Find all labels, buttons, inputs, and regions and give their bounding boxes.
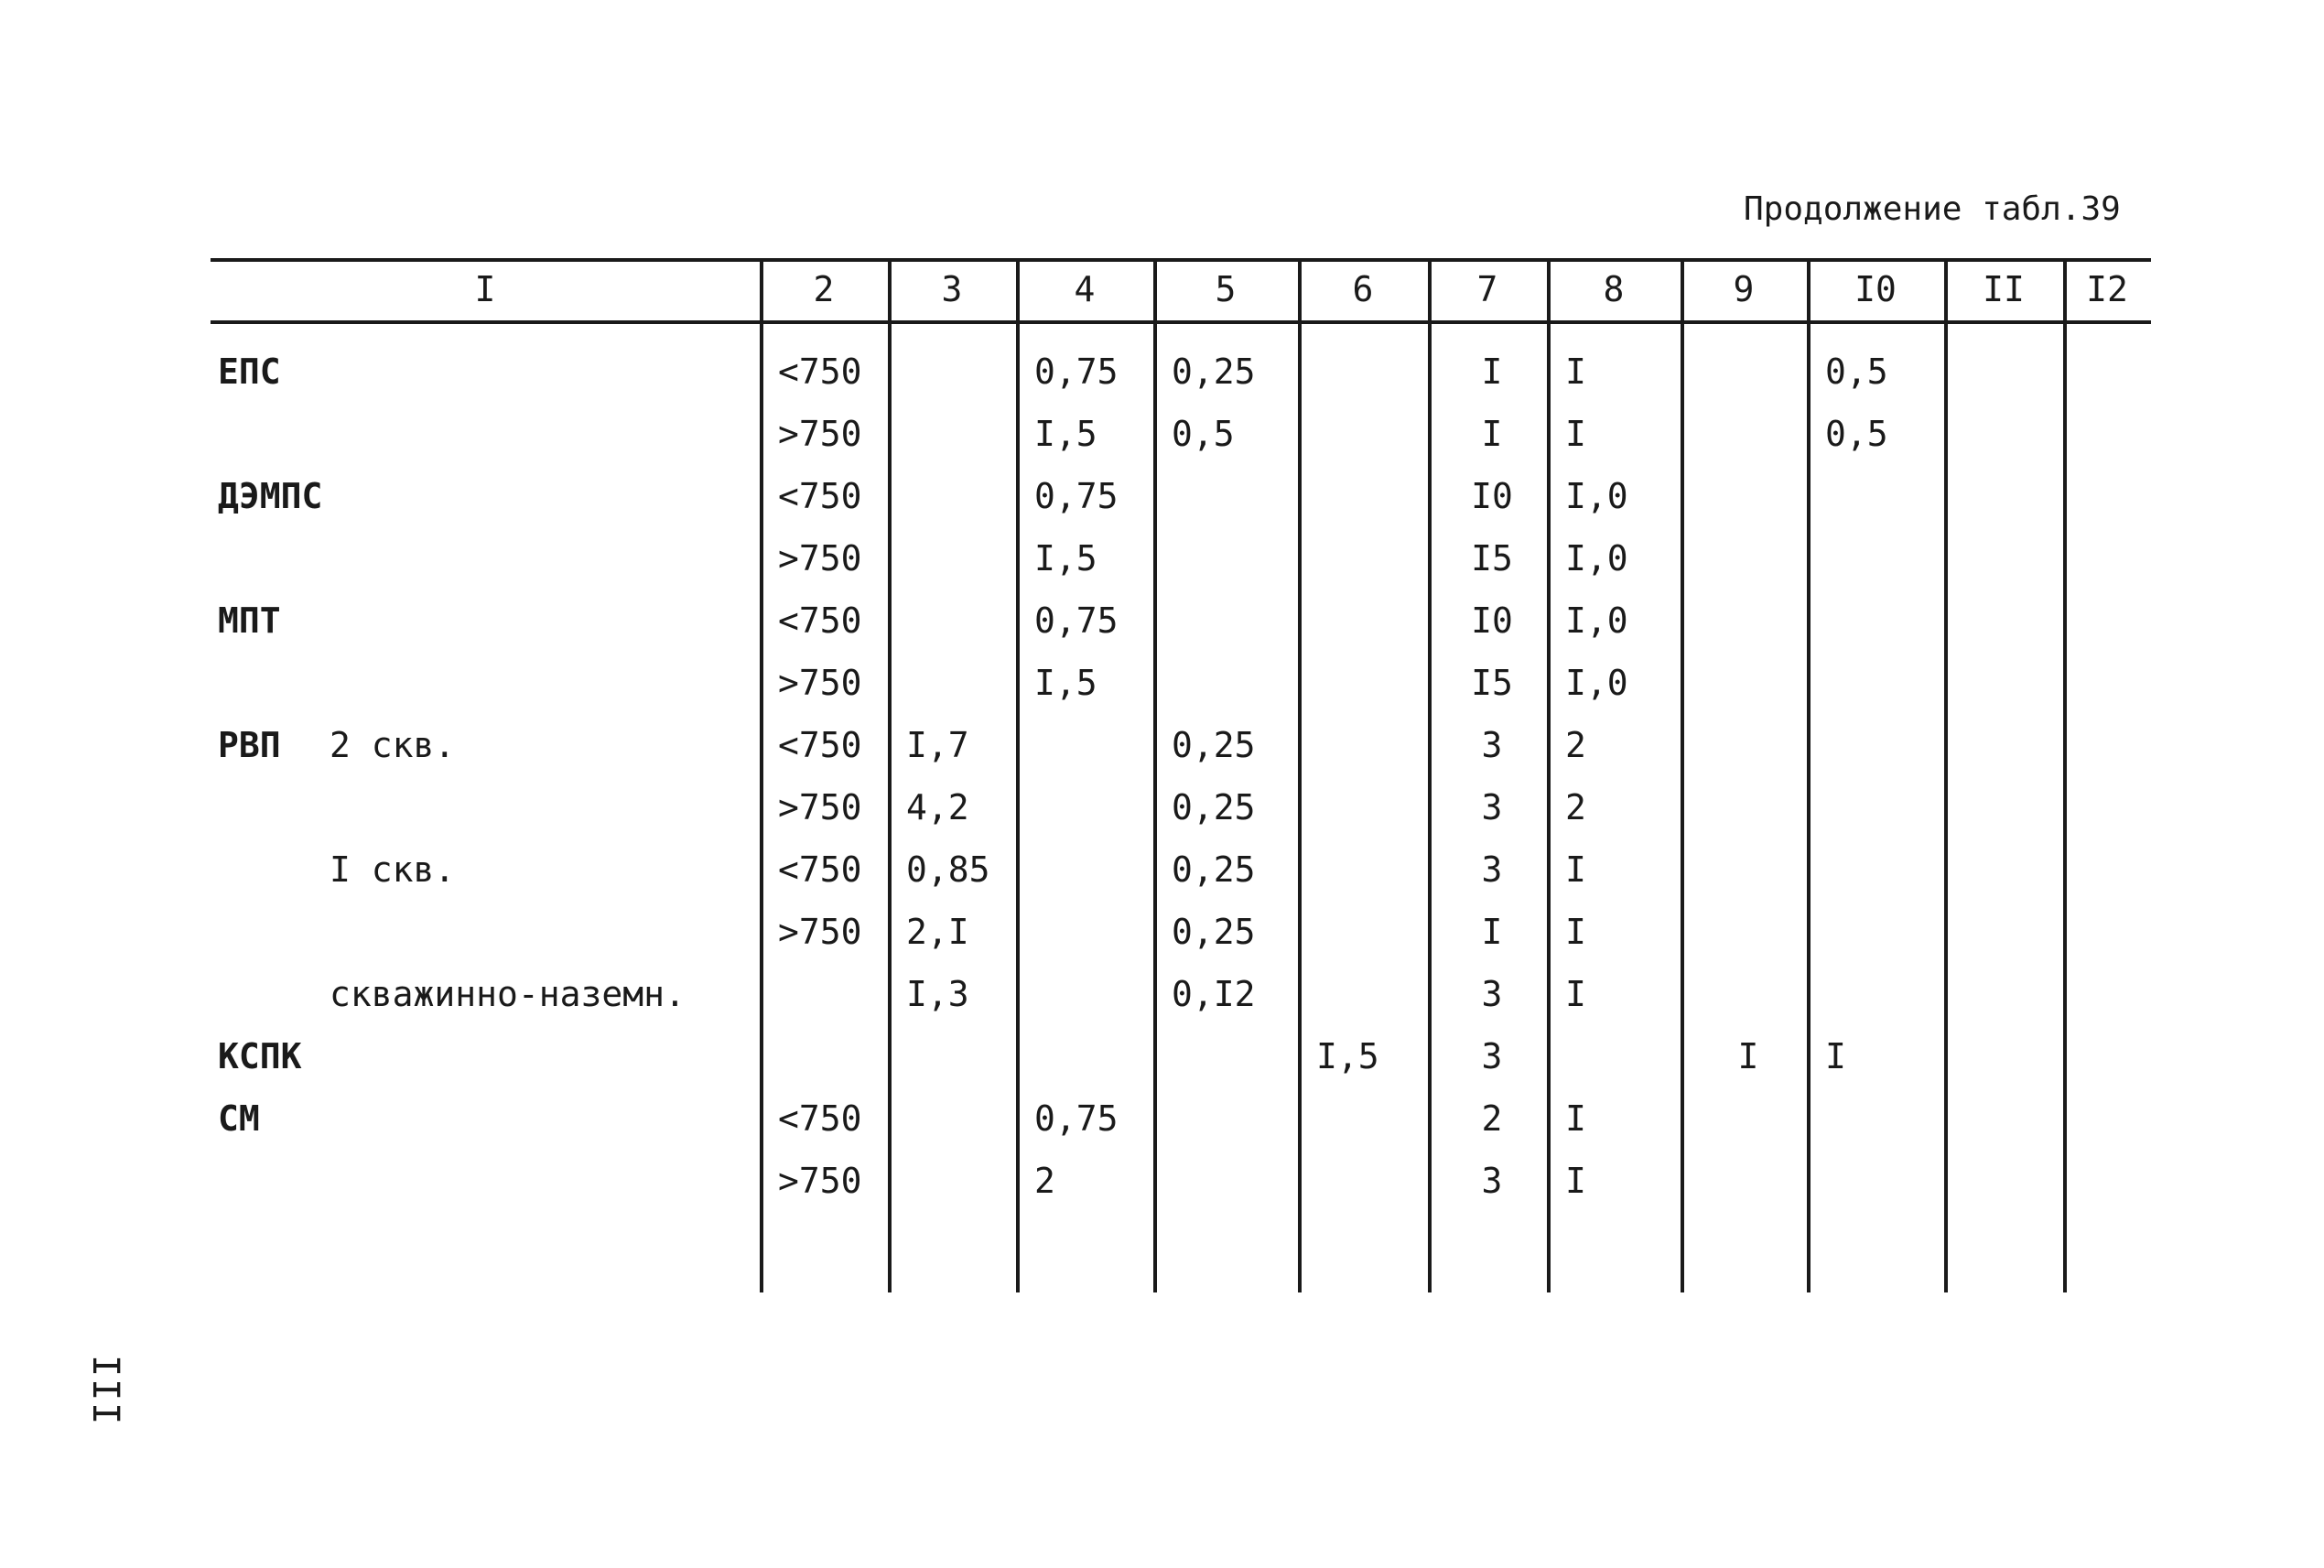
header-cell: I xyxy=(474,269,496,309)
table-cell: 0,85 xyxy=(906,849,990,890)
table-cell: I,7 xyxy=(906,725,969,765)
table-cell: I,0 xyxy=(1565,476,1628,516)
table-cell: 0,5 xyxy=(1825,414,1888,454)
table-cell: I,5 xyxy=(1034,414,1097,454)
data-table xyxy=(211,258,2151,1292)
header-cell: 5 xyxy=(1215,269,1237,309)
table-cell: <750 xyxy=(778,725,862,765)
table-cell: 2 xyxy=(1481,1098,1503,1139)
table-cell: 0,5 xyxy=(1825,351,1888,392)
column-divider xyxy=(1016,258,1020,1292)
header-cell: 6 xyxy=(1352,269,1374,309)
table-cell: 3 xyxy=(1481,1161,1503,1201)
table-cell: I xyxy=(1481,351,1503,392)
table-cell: 2 xyxy=(1034,1161,1055,1201)
table-cell: I xyxy=(1565,414,1586,454)
header-cell: 8 xyxy=(1603,269,1625,309)
header-cell: II xyxy=(1983,269,2025,309)
table-cell: I xyxy=(1565,1161,1586,1201)
column-divider xyxy=(1547,258,1551,1292)
table-cell: I5 xyxy=(1471,538,1513,579)
header-cell: 4 xyxy=(1074,269,1096,309)
table-caption: Продолжение табл.39 xyxy=(1744,190,2121,228)
table-cell: >750 xyxy=(778,912,862,952)
table-cell: 3 xyxy=(1481,974,1503,1014)
page-number: III xyxy=(84,1355,126,1427)
header-bottom-rule xyxy=(211,320,2151,324)
table-top-rule xyxy=(211,258,2151,262)
table-cell: 0,25 xyxy=(1172,787,1256,827)
header-cell: 9 xyxy=(1733,269,1755,309)
table-cell: 4,2 xyxy=(906,787,969,827)
row-label: ЕПС xyxy=(218,351,281,392)
table-cell: I,0 xyxy=(1565,600,1628,641)
table-cell: I xyxy=(1565,849,1586,890)
row-label: ДЭМПС xyxy=(218,476,323,516)
table-cell: I5 xyxy=(1471,663,1513,703)
table-cell: >750 xyxy=(778,787,862,827)
table-cell: I xyxy=(1565,1098,1586,1139)
table-cell: 0,5 xyxy=(1172,414,1235,454)
table-cell: >750 xyxy=(778,663,862,703)
table-cell: 0,75 xyxy=(1034,476,1119,516)
table-cell: <750 xyxy=(778,1098,862,1139)
table-cell: I xyxy=(1565,351,1586,392)
table-cell: I,5 xyxy=(1034,538,1097,579)
header-cell: 7 xyxy=(1476,269,1498,309)
table-cell: 0,75 xyxy=(1034,1098,1119,1139)
row-label: СМ xyxy=(218,1098,260,1139)
row-sublabel: скважинно-наземн. xyxy=(330,974,686,1014)
header-cell: I2 xyxy=(2086,269,2128,309)
header-cell: 3 xyxy=(941,269,963,309)
table-cell: <750 xyxy=(778,849,862,890)
row-sublabel: 2 скв. xyxy=(330,725,456,765)
table-cell: <750 xyxy=(778,476,862,516)
table-cell: >750 xyxy=(778,414,862,454)
row-sublabel: I скв. xyxy=(330,849,456,890)
table-cell: I,3 xyxy=(906,974,969,1014)
column-divider xyxy=(1681,258,1684,1292)
table-cell: 3 xyxy=(1481,1036,1503,1076)
table-cell: <750 xyxy=(778,351,862,392)
table-cell: I,0 xyxy=(1565,538,1628,579)
table-cell: I xyxy=(1565,912,1586,952)
table-cell: 2 xyxy=(1565,725,1586,765)
table-cell: I xyxy=(1737,1036,1759,1076)
column-divider xyxy=(1428,258,1432,1292)
table-cell: <750 xyxy=(778,600,862,641)
table-cell: 2 xyxy=(1565,787,1586,827)
column-divider xyxy=(760,258,763,1292)
table-cell: I xyxy=(1481,912,1503,952)
header-cell: 2 xyxy=(813,269,835,309)
table-cell: 3 xyxy=(1481,787,1503,827)
row-label: РВП xyxy=(218,725,281,765)
table-cell: 0,25 xyxy=(1172,351,1256,392)
table-cell: I,5 xyxy=(1316,1036,1379,1076)
table-cell: 2,I xyxy=(906,912,969,952)
row-label: МПТ xyxy=(218,600,281,641)
column-divider xyxy=(1944,258,1948,1292)
table-cell: 3 xyxy=(1481,725,1503,765)
table-cell: I0 xyxy=(1471,600,1513,641)
column-divider xyxy=(1153,258,1157,1292)
table-cell: I xyxy=(1825,1036,1846,1076)
column-divider xyxy=(1807,258,1811,1292)
row-label: КСПК xyxy=(218,1036,302,1076)
column-divider xyxy=(888,258,892,1292)
table-cell: I0 xyxy=(1471,476,1513,516)
table-cell: 3 xyxy=(1481,849,1503,890)
table-cell: >750 xyxy=(778,1161,862,1201)
header-cell: I0 xyxy=(1854,269,1897,309)
table-cell: >750 xyxy=(778,538,862,579)
table-cell: 0,25 xyxy=(1172,725,1256,765)
column-divider xyxy=(1298,258,1302,1292)
table-cell: I xyxy=(1481,414,1503,454)
table-cell: I xyxy=(1565,974,1586,1014)
table-cell: I,5 xyxy=(1034,663,1097,703)
table-cell: 0,75 xyxy=(1034,351,1119,392)
table-cell: 0,I2 xyxy=(1172,974,1256,1014)
table-cell: 0,25 xyxy=(1172,912,1256,952)
table-cell: 0,25 xyxy=(1172,849,1256,890)
table-cell: I,0 xyxy=(1565,663,1628,703)
table-cell: 0,75 xyxy=(1034,600,1119,641)
column-divider xyxy=(2063,258,2067,1292)
